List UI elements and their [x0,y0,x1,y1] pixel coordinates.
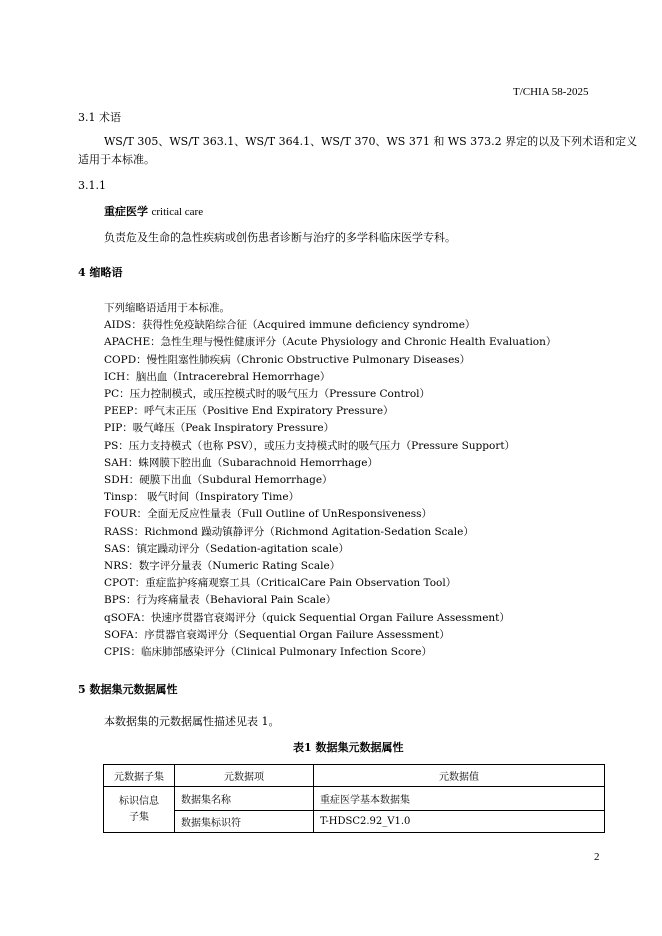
list-item: BPS：行为疼痛量表（Behavioral Pain Scale） [104,594,337,607]
list-item: PEEP：呼气末正压（Positive End Expiratory Pressure） [104,405,394,418]
term-title [104,203,203,221]
list-item: PIP：吸气峰压（Peak Inspiratory Pressure） [104,422,335,435]
section-5-heading: 5 数据集元数据属性 [78,683,178,696]
list-item: SAS：镇定躁动评分（Sedation-agitation scale） [104,542,349,555]
term-zh: 重症医学 [104,205,148,218]
list-item: qSOFA：快速序贯器官衰竭评分（quick Sequential Organ Failure Assessment） [104,611,510,624]
page-number: 2 [594,851,600,863]
section-3-1-body-line1: WS/T 305、WS/T 363.1、WS/T 364.1、WS/T 370、WS 371 和 WS 373.2 界定的以及下列术语和定义 [104,135,638,148]
table-header-row [104,765,605,787]
section-3-1-body-line2: 适用于本标准。 [78,153,155,166]
list-item: SDH：硬膜下出血（Subdural Hemorrhage） [104,474,333,487]
table-caption: 表1 数据集元数据属性 [293,741,404,754]
list-item: ICH：脑出血（Intracerebral Hemorrhage） [104,370,331,383]
table-row [104,787,605,811]
list-item: APACHE：急性生理与慢性健康评分（Acute Physiology and Chronic Health Evaluation） [104,336,557,349]
section-5-intro: 本数据集的元数据属性描述见表 1。 [104,715,280,728]
list-item: Tinsp： 吸气时间（Inspiratory Time） [104,491,300,504]
group-label-line1: 标识信息 [119,795,159,807]
group-label-line2: 子集 [129,811,149,823]
section-4-heading: 4 缩略语 [78,266,123,279]
table-header-cell: 元数据值 [314,765,605,787]
table-row [104,811,605,833]
list-item: SOFA：序贯器官衰竭评分（Sequential Organ Failure Assessment） [104,628,450,641]
term-number: 3.1.1 [78,179,106,192]
list-item: RASS：Richmond 躁动镇静评分（Richmond Agitation-Sedation Scale） [104,525,474,538]
table-header-cell: 元数据子集 [104,765,175,787]
table-cell: 数据集名称 [175,787,314,811]
list-item: PC：压力控制模式，或压控模式时的吸气压力（Pressure Control） [104,388,431,401]
list-item: AIDS：获得性免疫缺陷综合征（Acquired immune deficiency syndrome） [104,319,476,332]
list-item: CPIS：临床肺部感染评分（Clinical Pulmonary Infection Score） [104,646,432,659]
section-3-1-heading: 3.1 术语 [78,111,121,124]
list-item: SAH：蛛网膜下腔出血（Subarachnoid Hemorrhage） [104,456,378,469]
table-group-cell [104,787,175,833]
table-cell: T-HDSC2.92_V1.0 [314,811,605,833]
term-definition: 负责危及生命的急性疾病或创伤患者诊断与治疗的多学科临床医学专科。 [104,231,456,244]
metadata-table [103,764,605,833]
abbreviation-list [104,300,556,661]
document-number: T/CHIA 58-2025 [513,86,589,98]
list-item: PS：压力支持模式（也称 PSV），或压力支持模式时的吸气压力（Pressure Support） [104,439,516,452]
list-item: COPD：慢性阻塞性肺疾病（Chronic Obstructive Pulmonary Diseases） [104,353,471,366]
table-header-cell: 元数据项 [175,765,314,787]
term-en: critical care [151,206,204,218]
list-item: FOUR：全面无反应性量表（Full Outline of UnResponsiveness） [104,508,432,521]
table-cell: 数据集标识符 [175,811,314,833]
abbreviation-intro: 下列缩略语适用于本标准。 [104,302,230,314]
list-item: CPOT：重症监护疼痛观察工具（CriticalCare Pain Observation Tool） [104,577,457,590]
table-cell: 重症医学基本数据集 [314,787,605,811]
list-item: NRS：数字评分量表（Numeric Rating Scale） [104,560,341,573]
